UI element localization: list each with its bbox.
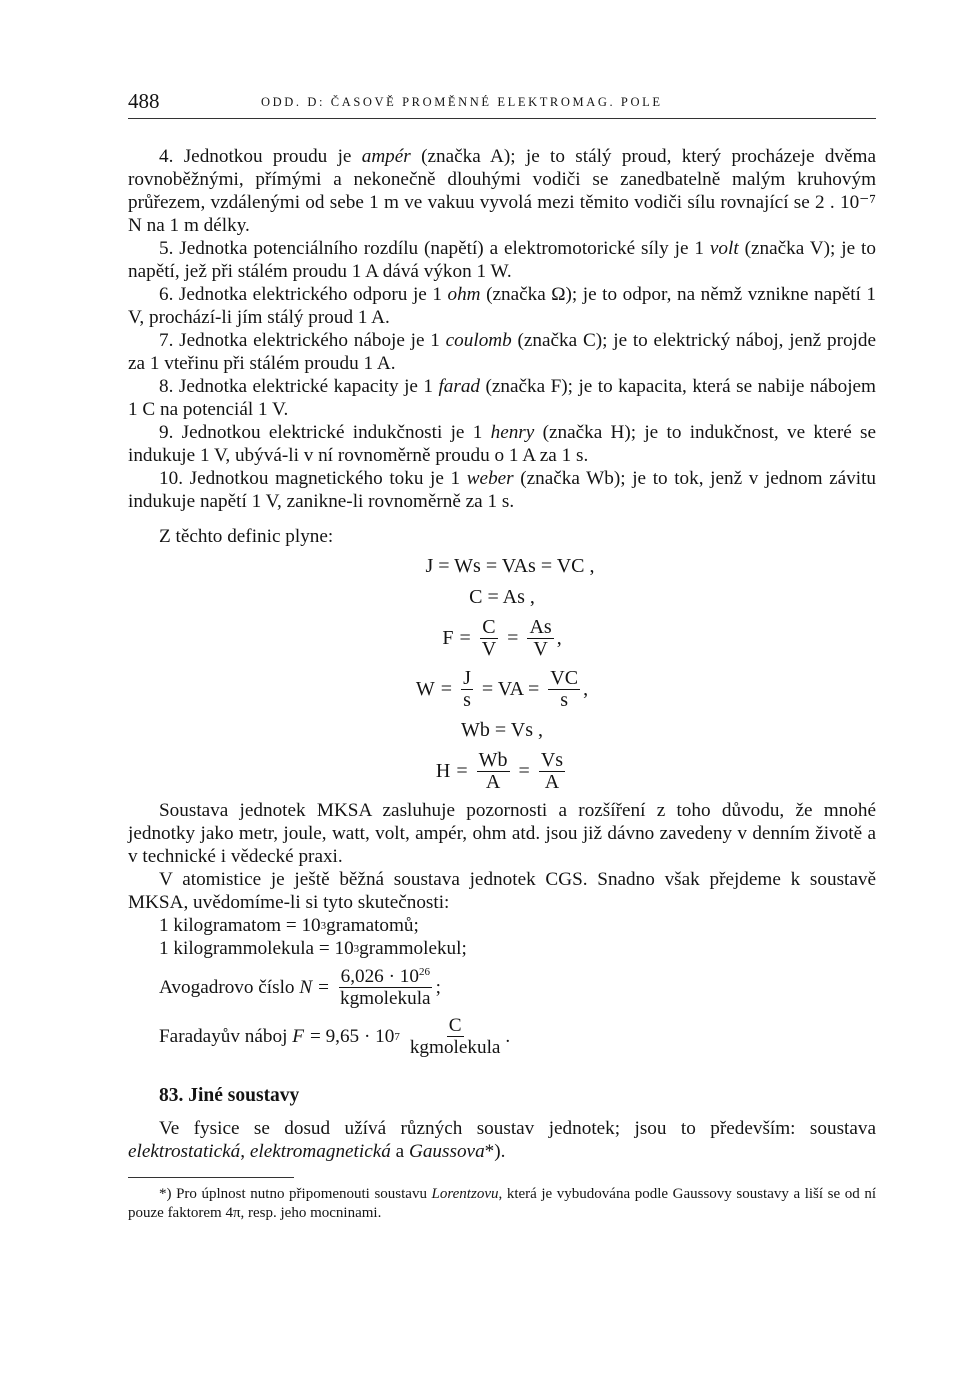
footnote-rule (128, 1177, 294, 1178)
numerator: J (463, 667, 471, 689)
eq-lhs: F (442, 627, 454, 649)
definition-text: (značka H); je to indukčnost, ve které se indukuje 1 V, ubývá-li v ní rovnoměrně proudu o 1 A za 1 s. (128, 422, 876, 466)
fraction (548, 668, 580, 711)
page-body (128, 145, 876, 1223)
definition-text: 10. Jednotkou magnetického toku je 1 (159, 468, 467, 489)
footnote-text: , která je vybudována podle Gaussovy soustavy a liší se od ní pouze faktorem 4π, resp. jeho mocninami. (128, 1186, 876, 1221)
fraction (408, 1015, 503, 1058)
definition-text: 4. Jednotkou proudu je (159, 146, 362, 167)
denominator: A (485, 771, 501, 793)
denominator: A (544, 771, 560, 793)
numerator: C (448, 1015, 462, 1036)
denominator: s (463, 689, 471, 711)
eq-end: , (583, 678, 589, 700)
eq-sign: = (507, 627, 519, 649)
eq-sign: = (518, 760, 530, 782)
footnote-text: *) Pro úplnost nutno připomenouti soustavu (159, 1186, 432, 1202)
denominator: kgmolekula (339, 988, 431, 1009)
unit-term: coulomb (445, 330, 512, 351)
fact-kilogrammolekula: 1 kilogrammolekula = 10 3 grammolekul; (159, 938, 467, 959)
eq-sign: = (318, 977, 329, 998)
fact-text: gramatomů; (326, 915, 419, 936)
equation-watt (128, 668, 876, 711)
paragraph-mksa: Soustava jednotek MKSA zasluhuje pozornosti a rozšíření z toho důvodu, že mnohé jednotky jako metr, joule, watt, volt, ampér, ohm atd. jsou již dávno zavedeny v denním životě a v technické i vědecké praxi. (128, 800, 876, 867)
unit-term: farad (438, 376, 481, 397)
numerator: VC (550, 667, 579, 689)
definition-10 (128, 467, 876, 513)
para-text: Ve fysice se dosud užívá různých soustav jednotek; jsou to především: soustava (159, 1118, 876, 1139)
definition-text: (značka V); je to napětí, jež při stálém proudu 1 A dává výkon 1 W. (128, 238, 876, 282)
equation-block (128, 555, 876, 793)
definition-4 (128, 145, 876, 237)
definition-9 (128, 421, 876, 467)
paragraph-cgs: V atomistice je ještě běžná soustava jednotek CGS. Snadno však přejdeme k soustavě MKSA, uvědomíme-li si tyto skutečnosti: (128, 869, 876, 913)
page-number: 488 (128, 89, 160, 113)
unit-term: ampér (361, 146, 411, 167)
eq-sign: = (440, 678, 453, 700)
numerator: Wb (478, 749, 508, 771)
eq-sign: = (456, 760, 468, 782)
fraction (477, 750, 510, 793)
num-text: 6,026 · 10 (340, 966, 419, 987)
section-heading: 83. Jiné soustavy (159, 1085, 300, 1106)
fraction (338, 966, 433, 1009)
definition-text: (značka A); je to stálý proud, který procházeje dvěma rovnoběžnými, přímými a nekonečně dlouhými vodiči se zanedbatelně malým kruhovým průřezem, vzdálenými od sebe 1 m ve vakuu vyvolá mezi těmito vodiči sílu rovnající se 2 . 10⁻⁷ N na 1 m délky. (128, 146, 876, 236)
page-header (128, 89, 876, 115)
facts-list (128, 914, 876, 1058)
fact-faraday: Faradayův náboj F = 9,65 · 10 7 $\frac{C}{\text{kgmolekula}}$ . (159, 1015, 511, 1058)
definition-6 (128, 283, 876, 329)
equation-coulomb: C = As , (469, 586, 535, 608)
fact-avogadro (159, 966, 876, 1009)
definition-text: (značka C); je to elektrický náboj, jenž projde za 1 vteřinu při stálém proudu 1 A. (128, 330, 876, 374)
paragraph-other-systems (128, 1117, 876, 1163)
para-text: a (390, 1141, 409, 1162)
fact-text: = 9,65 · 10 (309, 1026, 395, 1047)
system-term: Gaussova (408, 1141, 485, 1162)
fraction (527, 617, 553, 660)
numerator: As (529, 616, 552, 638)
exponent: 26 (418, 966, 430, 978)
definition-text: (značka F); je to kapacita, která se nabije nábojem 1 C na potenciál 1 V. (128, 376, 876, 420)
definition-7 (128, 329, 876, 375)
system-term: elektromagnetická (249, 1141, 391, 1162)
header-rule (128, 118, 876, 119)
denominator: s (560, 689, 569, 711)
fact-text: 1 kilogramatom = 10 (159, 915, 321, 936)
equation-joule: J = Ws = VAs = VC , (425, 555, 595, 577)
unit-term: ohm (447, 284, 481, 305)
fact-label: Faradayův náboj (159, 1026, 293, 1047)
definition-text: 5. Jednotka potenciálního rozdílu (napětí) a elektromotorické síly je 1 (159, 238, 710, 259)
fraction (539, 750, 565, 793)
unit-term: volt (709, 238, 739, 259)
definition-text: (značka Wb); je to tok, jenž v jednom závitu indukuje napětí 1 V, zanikne-li rovnoměrně za 1 s. (128, 468, 876, 512)
intro-line: Z těchto definic plyne: (159, 526, 334, 547)
definition-text: 7. Jednotka elektrického náboje je 1 (159, 330, 446, 351)
eq-end: , (556, 627, 562, 649)
fact-kilogramatom: 1 kilogramatom = 10 3 gramatomů; (159, 915, 419, 936)
unit-term: henry (490, 422, 535, 443)
equation-farad (128, 617, 876, 660)
definition-text: 9. Jednotkou elektrické indukčnosti je 1 (159, 422, 491, 443)
eq-end: ; (435, 977, 441, 998)
fraction (461, 668, 473, 711)
definition-5 (128, 237, 876, 283)
eq-lhs: W (415, 678, 435, 700)
fact-label: Avogadrovo číslo (159, 977, 300, 998)
numerator (339, 966, 432, 988)
para-text: , (240, 1141, 250, 1162)
para-text: *). (484, 1141, 506, 1162)
symbol: N (299, 977, 313, 998)
fact-text: 1 kilogrammolekula = 10 (159, 938, 354, 959)
equation-henry (128, 750, 876, 793)
system-term: elektrostatická (128, 1141, 241, 1162)
eq-middle: = VA = (481, 678, 540, 700)
fact-text: grammolekul; (359, 938, 467, 959)
unit-term: weber (466, 468, 514, 489)
definition-text: 8. Jednotka elektrické kapacity je 1 (159, 376, 439, 397)
footnote-term: Lorentzovu (431, 1186, 499, 1202)
numerator: Vs (540, 749, 564, 771)
eq-lhs: H (435, 760, 451, 782)
definition-text: 6. Jednotka elektrického odporu je 1 (159, 284, 448, 305)
denominator: kgmolekula (409, 1037, 501, 1058)
eq-sign: = (459, 627, 471, 649)
footnote (128, 1185, 876, 1223)
equation-weber: Wb = Vs , (460, 719, 544, 741)
denominator: V (481, 638, 497, 660)
definition-8 (128, 375, 876, 421)
denominator: V (533, 638, 548, 660)
running-title: ODD. D: ČASOVĚ PROMĚNNÉ ELEKTROMAG. POLE (261, 95, 663, 109)
symbol: F (292, 1026, 304, 1047)
eq-end: . (505, 1026, 511, 1047)
definition-text: (značka Ω); je to odpor, na němž vznikne napětí 1 V, prochází-li jím stálý proud 1 A. (128, 284, 877, 328)
fraction (480, 617, 498, 660)
numerator: C (482, 616, 496, 638)
